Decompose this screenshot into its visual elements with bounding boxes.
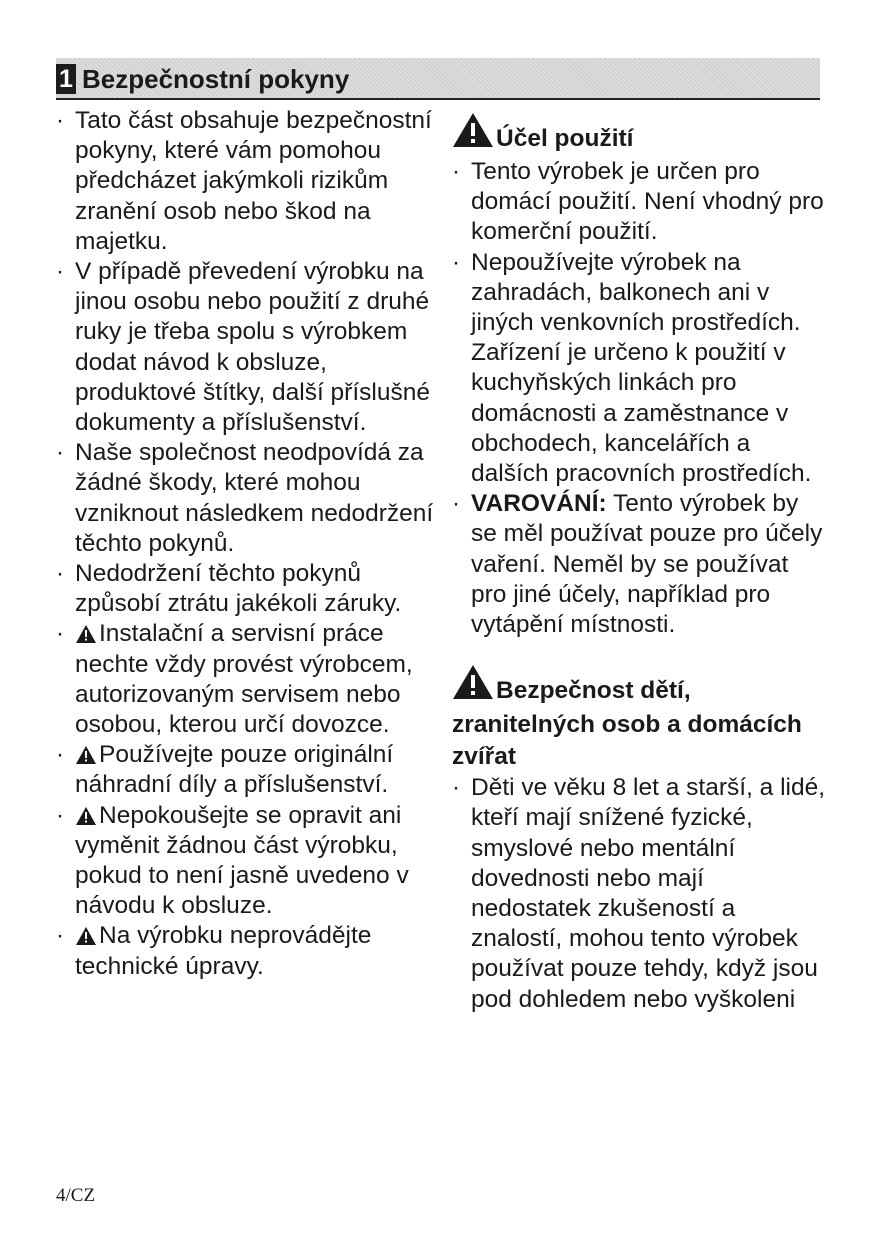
list-item: · Tento výrobek je určen pro domácí použití. Není vhodný pro komerční použití. [452,157,828,248]
list-item: · Nepokoušejte se opravit ani vyměnit žádnou část výrobku, pokud to není jasně uvedeno v návodu k obsluze. [56,801,436,922]
list-item: · Nepoužívejte výrobek na zahradách, balkonech ani v jiných venkovních prostředích. Zařízení je určeno k použití v kuchyňských linkách pro domácnosti a zaměstnance v obchodech, kancelářích a dalších pracovních prostředích. [452,248,828,490]
left-column [56,106,436,982]
list-item: · Děti ve věku 8 let a starší, a lidé, kteří mají snížené fyzické, smyslové nebo mentální dovednosti nebo mají nedostatek zkušeností a znalostí, mohou tento výrobek používat pouze tehdy, když jsou pod dohledem nebo vyškoleni [452,773,828,1015]
section-title: Bezpečnostní pokyny [82,64,350,94]
warning-triangle-icon [452,664,494,709]
list-item: · Instalační a servisní práce nechte vždy provést výrobcem, autorizovaným servisem nebo osobou, kterou určí dovozce. [56,619,436,740]
warning-triangle-icon [75,806,97,826]
warning-triangle-icon [75,624,97,644]
list-item: · Nedodržení těchto pokynů způsobí ztrátu jakékoli záruky. [56,559,436,619]
child-safety-list [452,773,828,1015]
section-header [56,58,820,100]
warning-triangle-icon [75,745,97,765]
list-item: · V případě převedení výrobku na jinou osobu nebo použití z druhé ruky je třeba spolu s výrobkem dodat návod k obsluze, produktové štítky, další příslušné dokumenty a příslušenství. [56,257,436,438]
warning-triangle-icon [452,112,494,157]
warning-label: VAROVÁNÍ: [471,490,607,518]
list-item: · Naše společnost neodpovídá za žádné škody, které mohou vzniknout následkem nedodržení těchto pokynů. [56,438,436,559]
list-item: · VAROVÁNÍ: Tento výrobek by se měl používat pouze pro účely vaření. Neměl by se používat pro jiné účely, například pro vytápění místnosti. [452,489,828,640]
child-safety-heading-cont: zranitelných osob a domácích zvířat [452,711,802,771]
page-number: 4/CZ [56,1185,96,1206]
safety-list [56,106,436,982]
list-item: · Používejte pouze originální náhradní díly a příslušenství. [56,740,436,800]
warning-triangle-icon [75,926,97,946]
list-item: · Na výrobku neprovádějte technické úpravy. [56,921,436,981]
list-item: · Tato část obsahuje bezpečnostní pokyny, které vám pomohou předcházet jakýmkoli rizikům zranění osob nebo škod na majetku. [56,106,436,257]
intended-use-list [452,157,828,640]
child-safety-heading: Bezpečnost dětí, [452,664,828,709]
section-number-badge: 1 [56,64,76,94]
intended-use-heading: Účel použití [452,112,828,157]
right-column [452,112,828,1015]
